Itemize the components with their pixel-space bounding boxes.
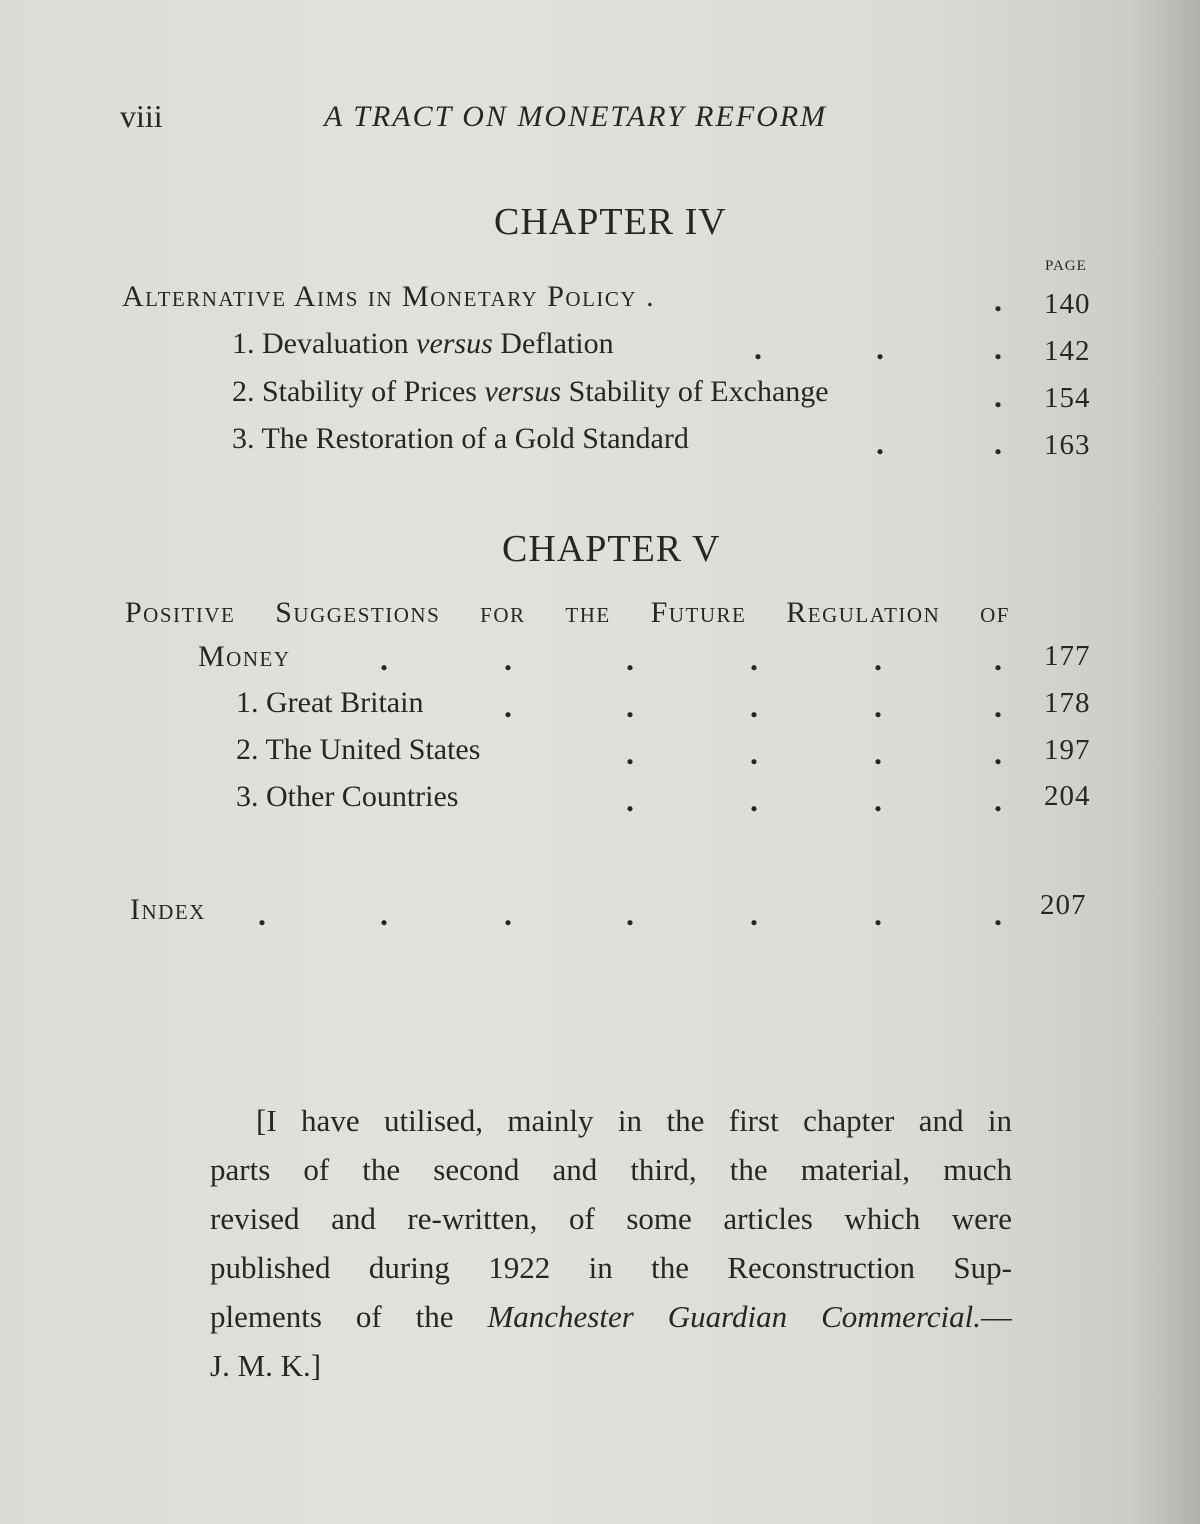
leader-dot: . (874, 641, 882, 677)
note-line (210, 1292, 1012, 1341)
leader-dot: . (750, 896, 758, 932)
leader-dot: . (874, 735, 882, 771)
section-number: 3. (236, 780, 259, 813)
toc-page-number: 207 (1040, 889, 1087, 921)
section-text: Great Britain (266, 686, 424, 719)
section-text: Stability of Prices (262, 375, 485, 408)
section-text-italic: versus (416, 327, 493, 360)
note-text-italic: Manchester Guardian Commercial. (487, 1299, 981, 1334)
leader-dot: . (258, 896, 266, 932)
section-number: 3. (232, 422, 255, 455)
toc-page-number: 163 (1044, 429, 1091, 461)
leader-dot: . (750, 688, 758, 724)
leader-dot: . (754, 330, 762, 366)
toc-section-entry (236, 733, 480, 767)
leader-dot: . (626, 896, 634, 932)
leader-dot: . (876, 330, 884, 366)
note-text: — (980, 1299, 1012, 1334)
toc-page-number: 142 (1044, 335, 1091, 367)
leader-dot: . (504, 641, 512, 677)
leader-dot: . (380, 641, 388, 677)
leader-dot: . (504, 896, 512, 932)
note-line: published during 1922 in the Reconstruction Sup- (210, 1250, 1012, 1285)
leader-dot: . (504, 688, 512, 724)
leader-dot: . (750, 782, 758, 818)
leader-dot: . (994, 782, 1002, 818)
toc-section-entry (236, 686, 423, 720)
leader-dot: . (874, 782, 882, 818)
leader-dot: . (994, 688, 1002, 724)
leader-dot: . (750, 641, 758, 677)
note-line: [I have utilised, mainly in the first chapter and in (256, 1103, 1012, 1138)
section-number: 2. (232, 375, 255, 408)
section-text: Stability of Exchange (561, 375, 829, 408)
leader-dot: . (874, 896, 882, 932)
toc-section-entry (232, 422, 689, 456)
toc-page-number: 177 (1044, 640, 1091, 672)
leader-dot: . (874, 688, 882, 724)
note-line: parts of the second and third, the material, much (210, 1152, 1012, 1187)
leader-dot: . (994, 330, 1002, 366)
section-text: Deflation (492, 327, 614, 360)
leader-dot: . (626, 735, 634, 771)
leader-dot: . (994, 896, 1002, 932)
leader-dot: . (626, 688, 634, 724)
leader-dot: . (994, 282, 1002, 318)
note-signature: J. M. K.] (210, 1348, 322, 1383)
section-text-italic: versus (484, 375, 562, 408)
section-number: 1. (232, 327, 255, 360)
leader-dot: . (994, 425, 1002, 461)
toc-chapter-title: Positive Suggestions for the Future Regulation of (125, 596, 1010, 629)
leader-dot: . (750, 735, 758, 771)
leader-dot: . (380, 896, 388, 932)
page-number: viii (120, 98, 163, 134)
leader-dot: . (994, 735, 1002, 771)
running-title: A TRACT ON MONETARY REFORM (324, 100, 828, 133)
chapter-heading: CHAPTER IV (494, 201, 727, 243)
leader-dot: . (994, 378, 1002, 414)
section-number: 2. (236, 733, 259, 766)
section-text: Other Countries (266, 780, 459, 813)
note-text: plements of the (210, 1299, 488, 1334)
leader-dot: . (994, 641, 1002, 677)
toc-page-number: 140 (1044, 288, 1091, 320)
chapter-title-text: Alternative Aims in Monetary Policy (122, 280, 638, 313)
section-number: 1. (236, 686, 259, 719)
toc-page-number: 178 (1044, 687, 1091, 719)
leader-dot: . (876, 425, 884, 461)
toc-page-number: 154 (1044, 382, 1091, 414)
toc-page-number: 197 (1044, 734, 1091, 766)
toc-section-entry (236, 780, 458, 814)
toc-chapter-title-continued: Money (198, 640, 291, 673)
section-text: The United States (265, 733, 481, 766)
page-column-label: PAGE (1045, 258, 1087, 274)
note-line: revised and re-written, of some articles which were (210, 1201, 1012, 1236)
toc-section-entry (232, 375, 829, 409)
leader-dot: . (626, 641, 634, 677)
section-text: Devaluation (262, 327, 417, 360)
toc-chapter-title: Alternative Aims in Monetary Policy . (122, 280, 656, 313)
chapter-heading: CHAPTER V (502, 528, 721, 570)
toc-index-entry: Index (130, 893, 206, 926)
section-text: The Restoration of a Gold Standard (261, 422, 689, 455)
toc-section-entry (232, 327, 614, 361)
leader-dot: . (626, 782, 634, 818)
author-note (210, 1096, 1012, 1390)
page-gutter-shadow (1130, 0, 1200, 1524)
toc-page-number: 204 (1044, 780, 1091, 812)
